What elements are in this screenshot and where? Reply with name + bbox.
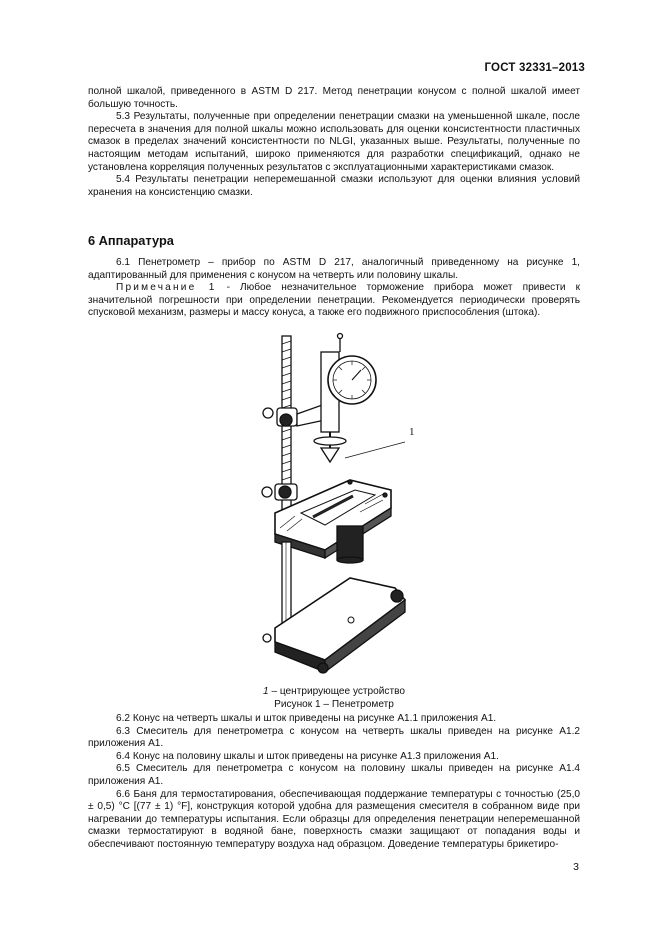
bottom-text-block: [88, 713, 580, 852]
paragraph-6-5: 6.5 Смеситель для пенетрометра с конусом на половину шкалы приведен на рисунке А1.4 приложения А1.: [88, 763, 580, 787]
note-1: [88, 282, 580, 320]
note-text: - Любое незначительное торможение прибора может привести к значительной погрешности при определении пенетрации. Рекомендуется периодически проверять спусковой механизм, размеры и массу конуса, а также его подвижного приспособления (штока).: [88, 282, 580, 319]
paragraph-6-4: 6.4 Конус на половину шкалы и шток приведены на рисунке А1.3 приложения А1.: [116, 750, 499, 762]
upper-knob-left: [263, 408, 273, 418]
top-text-block: [88, 86, 580, 199]
section-heading: 6 Аппаратура: [88, 233, 174, 248]
paragraph-6-1: 6.1 Пенетрометр – прибор по ASTM D 217, аналогичный приведенному на рисунке 1, адаптированный для применения с конусом на четверть или половину шкалы.: [88, 257, 580, 281]
penetration-cone: [321, 448, 339, 462]
document-id-header: ГОСТ 32331–2013: [484, 62, 585, 74]
page-number: 3: [573, 861, 579, 873]
figure-legend: [88, 686, 580, 699]
legend-number: 1: [263, 686, 269, 697]
legend-text: – центрирующее устройство: [268, 686, 405, 697]
note-label: Примечание 1: [116, 282, 217, 294]
paragraph-continuation: полной шкалой, приведенного в ASTM D 217. Метод пенетрации конусом с полной шкалой имеет большую точность.: [88, 86, 580, 110]
section-text-block: [88, 257, 580, 320]
penetrometer-figure: [255, 330, 435, 680]
paragraph-6-6: 6.6 Баня для термостатирования, обеспечивающая поддержание температуры с точностью (25,0 ± 0,5) °С [(77 ± 1) °F], конструкция которой удобна для размещения смесителя в собранном виде при нагревании до температуры испытания. Если образцы для определения пенетрации неперемешанной смазки термостатируют в водяной бане, поверхность смазки защищают от попадания воды и обеспечивают постоянную температуру воздуха над образцом. Доведение температуры брикетиро-: [88, 788, 580, 850]
paragraph-5-4: 5.4 Результаты пенетрации неперемешанной смазки используют для оценки влияния условий хранения на консистенцию смазки.: [88, 174, 580, 198]
paragraph-6-3: 6.3 Смеситель для пенетрометра с конусом на четверть шкалы приведен на рисунке А1.2 приложения А1.: [88, 725, 580, 750]
paragraph-5-3: 5.3 Результаты, полученные при определении пенетрации смазки на уменьшенной шкале, после пересчета в значения для полной шкалы можно использовать для оценки консистентности пластичных смазок в пределах значений консистентности по NLGI, указанных выше. Результаты, полученные по настоящим методам испытаний, широко применяются для разработки спецификаций, однако не установлена корреляция полученных результатов с эксплуатационными характеристиками смазок.: [88, 111, 580, 173]
cone-disk: [314, 437, 346, 445]
figure-callout-1: 1: [409, 426, 415, 438]
paragraph-6-2: 6.2 Конус на четверть шкалы и шток приведены на рисунке А1.1 приложения А1.: [116, 713, 497, 724]
figure-caption: Рисунок 1 – Пенетрометр: [274, 699, 394, 710]
upper-knob: [280, 414, 292, 426]
